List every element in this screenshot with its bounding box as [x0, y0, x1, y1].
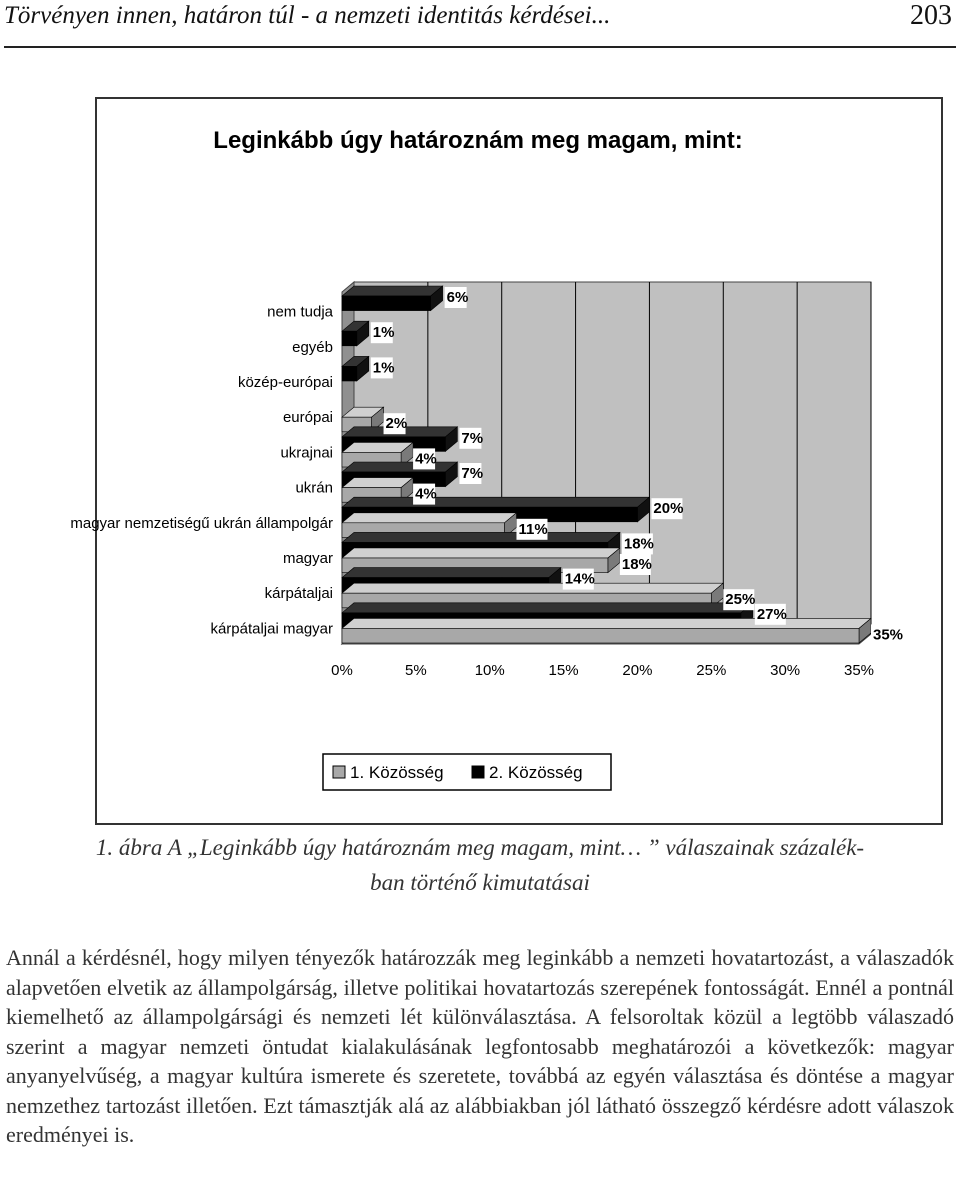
bar-top	[342, 532, 620, 542]
bar-2-kozosseg-nem-tudja	[342, 286, 443, 311]
category-label-kozep-europai: közép-európai	[237, 374, 333, 391]
running-title: Törvényen innen, határon túl - a nemzeti identitás kérdései...	[4, 2, 611, 29]
bar-top	[342, 462, 457, 472]
data-label: 4%	[415, 450, 437, 468]
category-label-magyar: magyar	[282, 550, 333, 567]
x-tick-label: 0%	[331, 662, 353, 679]
category-label-karpataljai-magyar: kárpátaljai magyar	[210, 620, 333, 638]
bar-face	[342, 331, 357, 346]
data-label: 1%	[372, 359, 395, 377]
x-tick-label: 30%	[770, 662, 801, 679]
bar-top	[342, 286, 443, 296]
data-label: 11%	[518, 520, 548, 538]
bar-1-kozosseg-karpataljai-magyar	[342, 618, 871, 643]
chart-figure	[70, 97, 943, 825]
data-label: 25%	[725, 591, 756, 609]
data-label: 1%	[372, 324, 395, 342]
category-label-nem-tudja: nem tudja	[267, 303, 333, 321]
bar-top	[342, 513, 516, 523]
page-number: 203	[910, 0, 952, 31]
category-label-magyar-nemzetisegu-ukran-allampolgar: magyar nemzetiségű ukrán állampolgár	[70, 514, 333, 532]
data-label: 7%	[461, 465, 484, 482]
category-label-europai: európai	[282, 409, 333, 427]
x-tick-label: 5%	[405, 662, 427, 679]
x-tick-label: 35%	[843, 662, 875, 679]
bar-top	[342, 583, 723, 593]
data-label: 35%	[873, 626, 904, 644]
caption-line-1: 1. ábra A „Leginkább úgy határoznám meg magam, mint… ” válaszainak százalék-	[95, 835, 865, 860]
category-label-ukran: ukrán	[295, 479, 333, 497]
figure-caption	[0, 830, 960, 900]
x-tick-label: 20%	[622, 662, 653, 679]
legend-label-1-kozosseg: 1. Közösség	[350, 763, 444, 782]
data-label: 20%	[653, 500, 684, 518]
plot-area	[70, 282, 903, 679]
legend-swatch-2-kozosseg	[472, 766, 484, 778]
data-label: 2%	[385, 415, 408, 433]
x-tick-label: 15%	[548, 662, 579, 679]
chart-legend	[323, 754, 611, 790]
data-label: 18%	[623, 535, 654, 553]
legend-swatch-1-kozosseg	[333, 766, 345, 778]
caption-line-2: ban történő kimutatásai	[370, 870, 590, 895]
chart-title: Leginkább úgy határoznám meg magam, mint:	[213, 127, 743, 154]
bar-top	[342, 603, 753, 613]
category-label-karpataljai: kárpátaljai	[264, 585, 333, 603]
bar-top	[342, 548, 620, 558]
bar-face	[342, 628, 859, 643]
data-label: 6%	[446, 289, 469, 306]
legend-label-2-kozosseg: 2. Közösség	[489, 763, 583, 782]
data-label: 27%	[756, 605, 787, 623]
x-tick-label: 25%	[696, 662, 727, 679]
body-paragraph: Annál a kérdésnél, hogy milyen tényezők határozzák meg leginkább a nemzeti hovatartozást, a válaszadók alapvetően elvetik az állampolgárság, illetve politikai hovatartozás szerepének fontosságát. Ennél a pontnál kiemelhető az állampolgársági és nemzeti lét különválasztása. A felsoroltak közül a legtöbb válaszadó szerint a magyar nemzeti öntudat kialakulásának legfontosabb meghatározói a következők: magyar anyanyelvűség, a magyar kultúra ismerete és szeretete, továbbá az egyén választása és döntése a magyar nemzethez tartozást illetően. Ezt támasztják alá az alábbiakban jól látható összegző kérdésre adott válaszok eredményei is.	[6, 945, 954, 1147]
data-label: 14%	[564, 570, 595, 588]
category-label-ukrajnai: ukrajnai	[280, 444, 333, 462]
bar-face	[342, 366, 357, 381]
data-label: 4%	[415, 485, 437, 503]
header-rule	[4, 46, 956, 48]
bar-face	[342, 296, 431, 311]
bar-top	[342, 568, 561, 578]
data-label: 18%	[621, 556, 652, 573]
x-tick-label: 10%	[474, 662, 505, 679]
bar-top	[342, 497, 649, 507]
bar-top	[342, 618, 871, 628]
data-label: 7%	[461, 429, 484, 447]
category-label-egyeb: egyéb	[292, 338, 333, 356]
bar-chart	[70, 99, 941, 823]
